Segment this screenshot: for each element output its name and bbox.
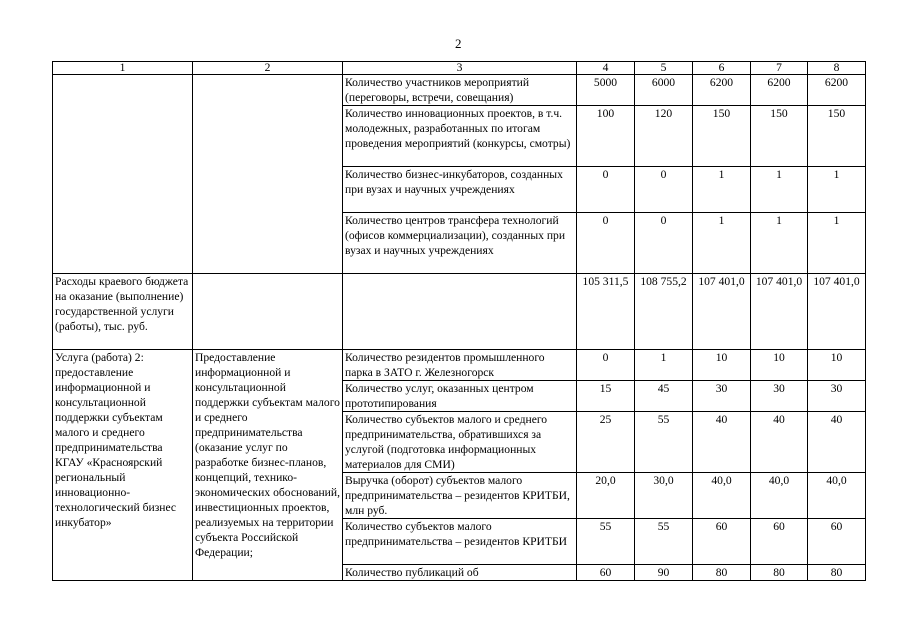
indicator-desc: Количество участников мероприятий (переговоры, встречи, совещания) — [343, 75, 577, 106]
value-cell: 10 — [751, 350, 808, 381]
col-header-6: 6 — [693, 62, 751, 75]
col-header-8: 8 — [808, 62, 866, 75]
value-cell: 30 — [751, 381, 808, 412]
value-cell: 60 — [808, 519, 866, 565]
value-cell: 0 — [635, 167, 693, 213]
table-row — [53, 75, 866, 106]
value-cell: 5000 — [577, 75, 635, 106]
expense-value: 108 755,2 — [635, 274, 693, 350]
col-header-7: 7 — [751, 62, 808, 75]
value-cell: 40,0 — [751, 473, 808, 519]
value-cell: 100 — [577, 106, 635, 167]
value-cell: 150 — [808, 106, 866, 167]
value-cell: 1 — [693, 167, 751, 213]
indicator-desc: Количество бизнес-инкубаторов, созданных при вузах и научных учреждениях — [343, 167, 577, 213]
value-cell: 10 — [808, 350, 866, 381]
value-cell: 40 — [808, 412, 866, 473]
value-cell: 30 — [808, 381, 866, 412]
indicators-table — [52, 61, 866, 581]
value-cell: 1 — [635, 350, 693, 381]
value-cell: 40,0 — [808, 473, 866, 519]
page-number: 2 — [455, 36, 462, 51]
expense-value: 105 311,5 — [577, 274, 635, 350]
empty-cell — [193, 274, 343, 350]
value-cell: 55 — [635, 412, 693, 473]
value-cell: 60 — [751, 519, 808, 565]
table-row — [53, 350, 866, 381]
indicator-desc: Количество резидентов промышленного парка в ЗАТО г. Железногорск — [343, 350, 577, 381]
col-header-2: 2 — [193, 62, 343, 75]
value-cell: 0 — [577, 350, 635, 381]
col-header-1: 1 — [53, 62, 193, 75]
indicator-desc: Количество субъектов малого и среднего предпринимательства, обратившихся за услугой (подготовка информационных материалов для СМИ) — [343, 412, 577, 473]
empty-cell — [193, 75, 343, 274]
value-cell: 1 — [751, 213, 808, 274]
indicator-desc: Количество публикаций об — [343, 565, 577, 581]
service-description: Предоставление информационной и консультационной поддержки субъектам малого и среднего предпринимательства (оказание услуг по разработке бизнес-планов, концепций, технико-экономических обоснований, инвестиционных проектов, реализуемых на территории субъекта Российской Федерации; — [193, 350, 343, 581]
value-cell: 6000 — [635, 75, 693, 106]
value-cell: 15 — [577, 381, 635, 412]
empty-cell — [343, 274, 577, 350]
value-cell: 80 — [808, 565, 866, 581]
expense-value: 107 401,0 — [808, 274, 866, 350]
expenses-label: Расходы краевого бюджета на оказание (выполнение) государственной услуги (работы), тыс. руб. — [53, 274, 193, 350]
value-cell: 0 — [577, 167, 635, 213]
value-cell: 150 — [751, 106, 808, 167]
value-cell: 120 — [635, 106, 693, 167]
col-header-5: 5 — [635, 62, 693, 75]
value-cell: 90 — [635, 565, 693, 581]
value-cell: 6200 — [808, 75, 866, 106]
value-cell: 1 — [808, 213, 866, 274]
value-cell: 30,0 — [635, 473, 693, 519]
indicator-desc: Количество центров трансфера технологий (офисов коммерциализации), созданных при вузах и научных учреждениях — [343, 213, 577, 274]
indicator-desc: Количество инновационных проектов, в т.ч. молодежных, разработанных по итогам проведения мероприятий (конкурсы, смотры) — [343, 106, 577, 167]
value-cell: 25 — [577, 412, 635, 473]
col-header-4: 4 — [577, 62, 635, 75]
value-cell: 45 — [635, 381, 693, 412]
value-cell: 10 — [693, 350, 751, 381]
value-cell: 80 — [751, 565, 808, 581]
value-cell: 55 — [577, 519, 635, 565]
value-cell: 40 — [693, 412, 751, 473]
header-row — [53, 62, 866, 75]
indicator-desc: Выручка (оборот) субъектов малого предпринимательства – резидентов КРИТБИ, млн руб. — [343, 473, 577, 519]
value-cell: 1 — [751, 167, 808, 213]
value-cell: 1 — [693, 213, 751, 274]
empty-cell — [53, 75, 193, 274]
value-cell: 0 — [635, 213, 693, 274]
value-cell: 40 — [751, 412, 808, 473]
expense-value: 107 401,0 — [751, 274, 808, 350]
value-cell: 55 — [635, 519, 693, 565]
col-header-3: 3 — [343, 62, 577, 75]
value-cell: 1 — [808, 167, 866, 213]
expenses-row — [53, 274, 866, 350]
indicator-desc: Количество услуг, оказанных центром прототипирования — [343, 381, 577, 412]
value-cell: 40,0 — [693, 473, 751, 519]
value-cell: 150 — [693, 106, 751, 167]
value-cell: 60 — [577, 565, 635, 581]
value-cell: 30 — [693, 381, 751, 412]
expense-value: 107 401,0 — [693, 274, 751, 350]
indicator-desc: Количество субъектов малого предпринимательства – резидентов КРИТБИ — [343, 519, 577, 565]
value-cell: 20,0 — [577, 473, 635, 519]
value-cell: 6200 — [693, 75, 751, 106]
value-cell: 80 — [693, 565, 751, 581]
value-cell: 0 — [577, 213, 635, 274]
value-cell: 6200 — [751, 75, 808, 106]
service-name: Услуга (работа) 2: предоставление информационной и консультационной поддержки субъектам малого и среднего предпринимательства КГАУ «Красноярский региональный инновационно-технологический бизнес инкубатор» — [53, 350, 193, 581]
value-cell: 60 — [693, 519, 751, 565]
